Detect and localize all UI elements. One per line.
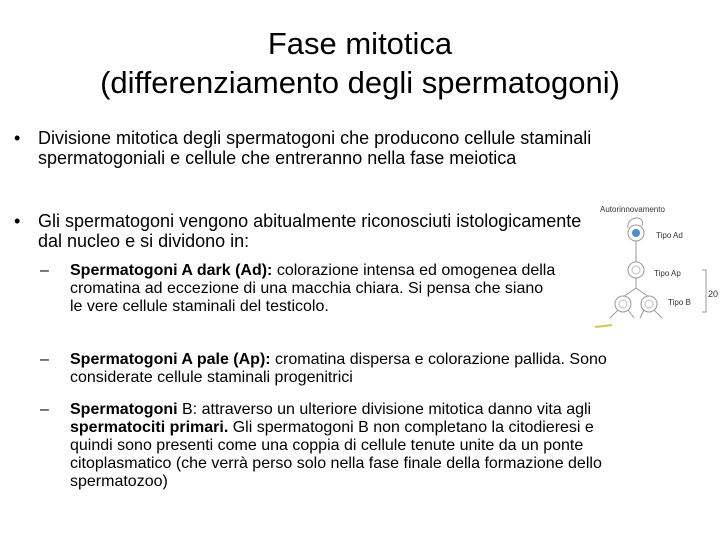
branch-4 (654, 310, 662, 318)
subbullet-item (40, 401, 620, 491)
bullet-text: Divisione mitotica degli spermatogoni che producono cellule staminali spermatogoniali e cellule che entreranno nella fase meiotica (38, 128, 592, 168)
cell-b-left-nucleus (619, 300, 627, 308)
label-number: 20 (708, 289, 719, 299)
cell-ap-nucleus (632, 266, 640, 274)
subbullet-term: Spermatogoni A dark (Ad): (70, 262, 273, 279)
highlight-mark (595, 325, 612, 327)
branch-3 (640, 310, 644, 318)
subbullet-text: cromatina dispersa e colorazione pallida. Sono considerate cellule staminali progenitrici (70, 351, 607, 386)
subbullet-term-2: spermatociti primari. (70, 419, 229, 436)
cell-ad-nucleus (632, 229, 640, 237)
subbullet-term: Spermatogoni (70, 401, 178, 418)
subbullet-text-2: Gli spermatogoni B non completano la citodieresi e quindi sono presenti come una coppia di cellule tenute unite da un ponte citoplasmatico (che verrà perso solo nella fase finale della formazione dello spermatozoo) (70, 419, 602, 490)
subbullet-text: colorazione intensa ed omogenea della cromatina ad eccezione di una macchia chiara. Si pensa che siano le vere cellule staminali del testicolo. (70, 262, 556, 315)
subbullet-item (40, 262, 560, 316)
subbullet-content (70, 401, 620, 491)
label-tipo-b: Tipo B (668, 298, 691, 307)
bullet-marker: • (14, 211, 21, 231)
subbullet-content (70, 351, 620, 387)
spermatogonia-diagram (590, 200, 720, 335)
label-autorinnovamento: Autorinnovamento (600, 205, 665, 214)
slide-title (0, 24, 720, 102)
branch-1 (610, 310, 618, 318)
subbullet-content (70, 262, 560, 316)
stage-bracket (702, 270, 706, 312)
subbullet-marker: – (40, 401, 49, 418)
label-tipo-ap: Tipo Ap (654, 269, 681, 278)
subbullet-item (40, 351, 620, 387)
subbullet-text: B: attraverso un ulteriore divisione mitotica danno vita agli (177, 401, 592, 418)
bullet-item (14, 211, 594, 251)
link-b-left (623, 288, 636, 297)
label-tipo-ad: Tipo Ad (656, 231, 683, 240)
branch-2 (628, 310, 634, 318)
title-line-1: Fase mitotica (267, 26, 453, 61)
subbullet-marker: – (40, 351, 49, 368)
bullet-item (14, 128, 594, 168)
bullet-marker: • (14, 128, 21, 148)
bullet-text: Gli spermatogoni vengono abitualmente riconosciuti istologicamente dal nucleo e si dividono in: (38, 211, 582, 251)
diagram-drawing (590, 200, 720, 335)
link-b-right (636, 288, 649, 297)
title-line-2: (differenziamento degli spermatogoni) (100, 65, 620, 100)
subbullet-term: Spermatogoni A pale (Ap): (70, 351, 271, 368)
subbullet-marker: – (40, 262, 49, 279)
cell-b-right-nucleus (645, 300, 653, 308)
